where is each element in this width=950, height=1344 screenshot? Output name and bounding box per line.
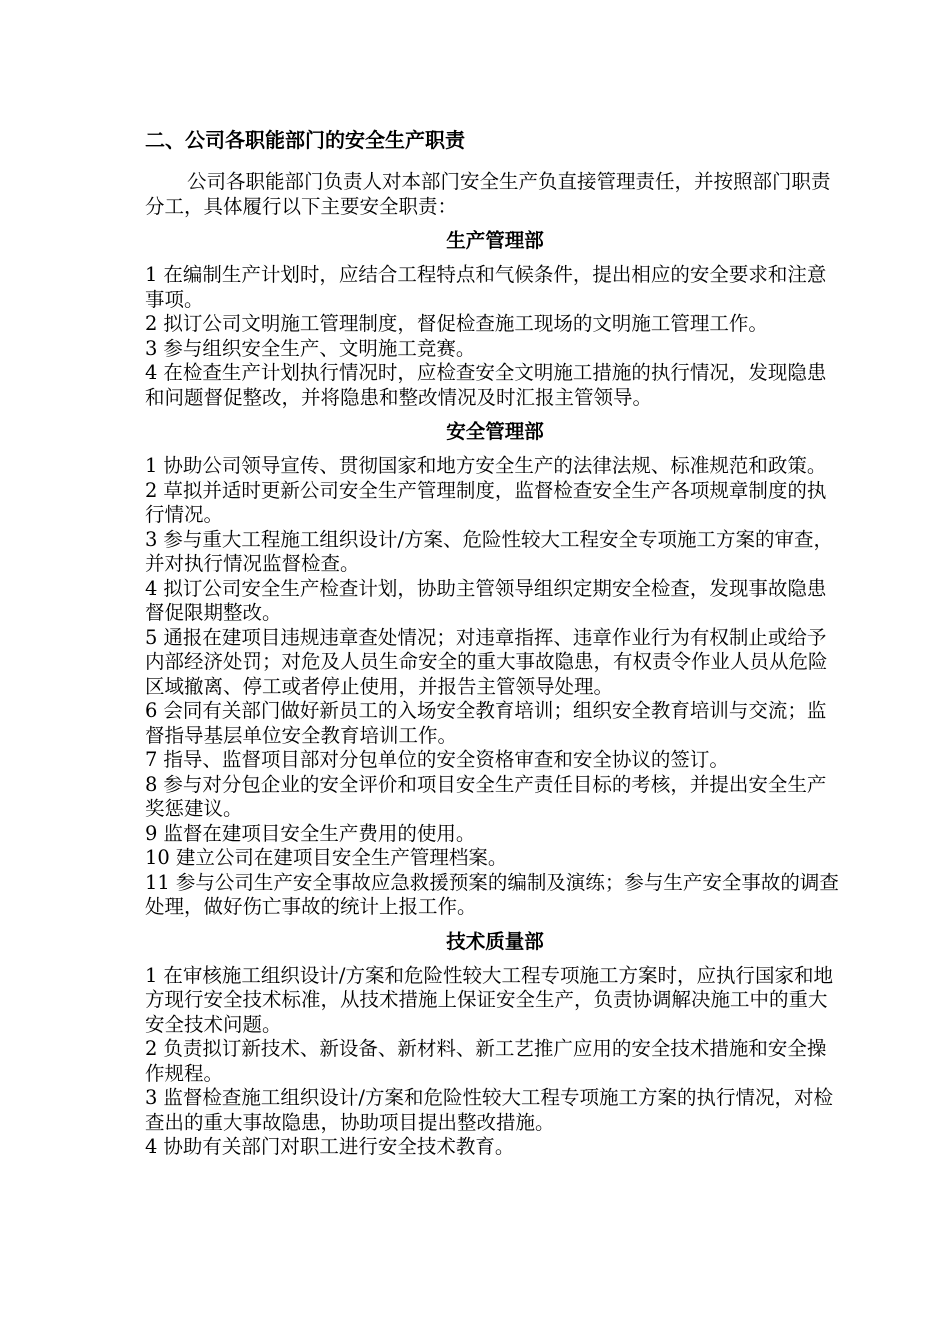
duty-item-text: 参与公司生产安全事故应急救援预案的编制及演练；参与生产安全事故的调查处理，做好伤亡事故的统计上报工作。 (145, 870, 839, 918)
duty-item-text: 建立公司在建项目安全生产管理档案。 (175, 846, 508, 869)
duty-item-text: 协助有关部门对职工进行安全技术教育。 (163, 1135, 515, 1158)
duty-item-number: 4 (145, 576, 158, 600)
duty-item-text: 拟订公司文明施工管理制度，督促检查施工现场的文明施工管理工作。 (163, 312, 768, 335)
duty-item-text: 监督检查施工组织设计/方案和危险性较大工程专项施工方案的执行情况，对检查出的重大事故隐患，协助项目提出整改措施。 (145, 1086, 833, 1134)
duty-item (145, 577, 845, 626)
section-title: 二、公司各职能部门的安全生产职责 (145, 128, 465, 152)
duty-item-number: 11 (145, 870, 170, 894)
duty-item-number: 3 (145, 527, 158, 551)
duty-item (145, 337, 845, 362)
duty-item (145, 1037, 845, 1086)
duty-item-number: 2 (145, 312, 158, 335)
duty-item-number: 7 (145, 748, 158, 771)
intro-paragraph: 公司各职能部门负责人对本部门安全生产负直接管理责任，并按照部门职责分工，具体履行以下主要安全职责： (145, 170, 831, 218)
duty-item (145, 822, 845, 847)
duty-item (145, 871, 845, 920)
duty-item-number: 8 (145, 772, 158, 796)
document-page (145, 128, 845, 1160)
duty-item (145, 773, 845, 822)
duty-item-text: 在审核施工组织设计/方案和危险性较大工程专项施工方案时，应执行国家和地方现行安全技术标准，从技术措施上保证安全生产，负责协调解决施工中的重大安全技术问题。 (145, 963, 833, 1036)
duty-item-text: 在编制生产计划时，应结合工程特点和气候条件，提出相应的安全要求和注意事项。 (145, 263, 827, 311)
duty-item (145, 1086, 845, 1135)
duty-item-number: 1 (145, 963, 158, 987)
duty-item-text: 草拟并适时更新公司安全生产管理制度，监督检查安全生产各项规章制度的执行情况。 (145, 478, 827, 526)
duty-item-number: 2 (145, 478, 158, 502)
department-heading: 安全管理部 (446, 420, 544, 443)
duty-item-text: 协助公司领导宣传、贯彻国家和地方安全生产的法律法规、标准规范和政策。 (163, 454, 827, 477)
duty-item-number: 4 (145, 1135, 158, 1158)
duty-item-number: 9 (145, 821, 158, 845)
department-heading: 生产管理部 (446, 229, 544, 252)
duty-item-text: 拟订公司安全生产检查计划，协助主管领导组织定期安全检查，发现事故隐患督促限期整改。 (145, 576, 827, 624)
duty-item (145, 964, 845, 1038)
duty-item-number: 2 (145, 1037, 158, 1060)
duty-item-number: 3 (145, 336, 158, 360)
duty-item-text: 监督在建项目安全生产费用的使用。 (163, 821, 476, 845)
duty-item-number: 4 (145, 361, 158, 384)
duty-item-text: 在检查生产计划执行情况时，应检查安全文明施工措施的执行情况，发现隐患和问题督促整改，并将隐患和整改情况及时汇报主管领导。 (145, 361, 827, 409)
duty-item (145, 626, 845, 700)
duty-item-text: 负责拟订新技术、新设备、新材料、新工艺推广应用的安全技术措施和安全操作规程。 (145, 1037, 827, 1085)
duty-item-number: 1 (145, 263, 158, 286)
duty-item (145, 846, 845, 871)
duty-item-number: 6 (145, 699, 158, 722)
duty-item (145, 454, 845, 479)
duty-item (145, 479, 845, 528)
duty-item-number: 5 (145, 625, 158, 649)
duty-item-number: 10 (145, 846, 170, 869)
duty-item-text: 参与组织安全生产、文明施工竞赛。 (163, 336, 476, 360)
duty-item-number: 1 (145, 454, 158, 477)
duty-item (145, 748, 845, 773)
duty-item (145, 312, 845, 337)
duty-item (145, 263, 845, 312)
departments-container (145, 229, 845, 1160)
department-heading: 技术质量部 (446, 929, 544, 953)
duty-item-text: 参与重大工程施工组织设计/方案、危险性较大工程安全专项施工方案的审查，并对执行情况监督检查。 (145, 527, 833, 575)
duty-item-text: 通报在建项目违规违章查处情况；对违章指挥、违章作业行为有权制止或给予内部经济处罚；对危及人员生命安全的重大事故隐患，有权责令作业人员从危险区域撤离、停工或者停止使用，并报告主管领导处理。 (145, 625, 828, 698)
duty-item-text: 指导、监督项目部对分包单位的安全资格审查和安全协议的签订。 (163, 748, 729, 771)
duty-item (145, 528, 845, 577)
duty-item-number: 3 (145, 1086, 158, 1109)
duty-item (145, 699, 845, 748)
duty-item (145, 361, 845, 410)
duty-item-text: 参与对分包企业的安全评价和项目安全生产责任目标的考核，并提出安全生产奖惩建议。 (145, 772, 827, 820)
duty-item-text: 会同有关部门做好新员工的入场安全教育培训；组织安全教育培训与交流；监督指导基层单位安全教育培训工作。 (145, 699, 827, 747)
duty-item (145, 1135, 845, 1160)
